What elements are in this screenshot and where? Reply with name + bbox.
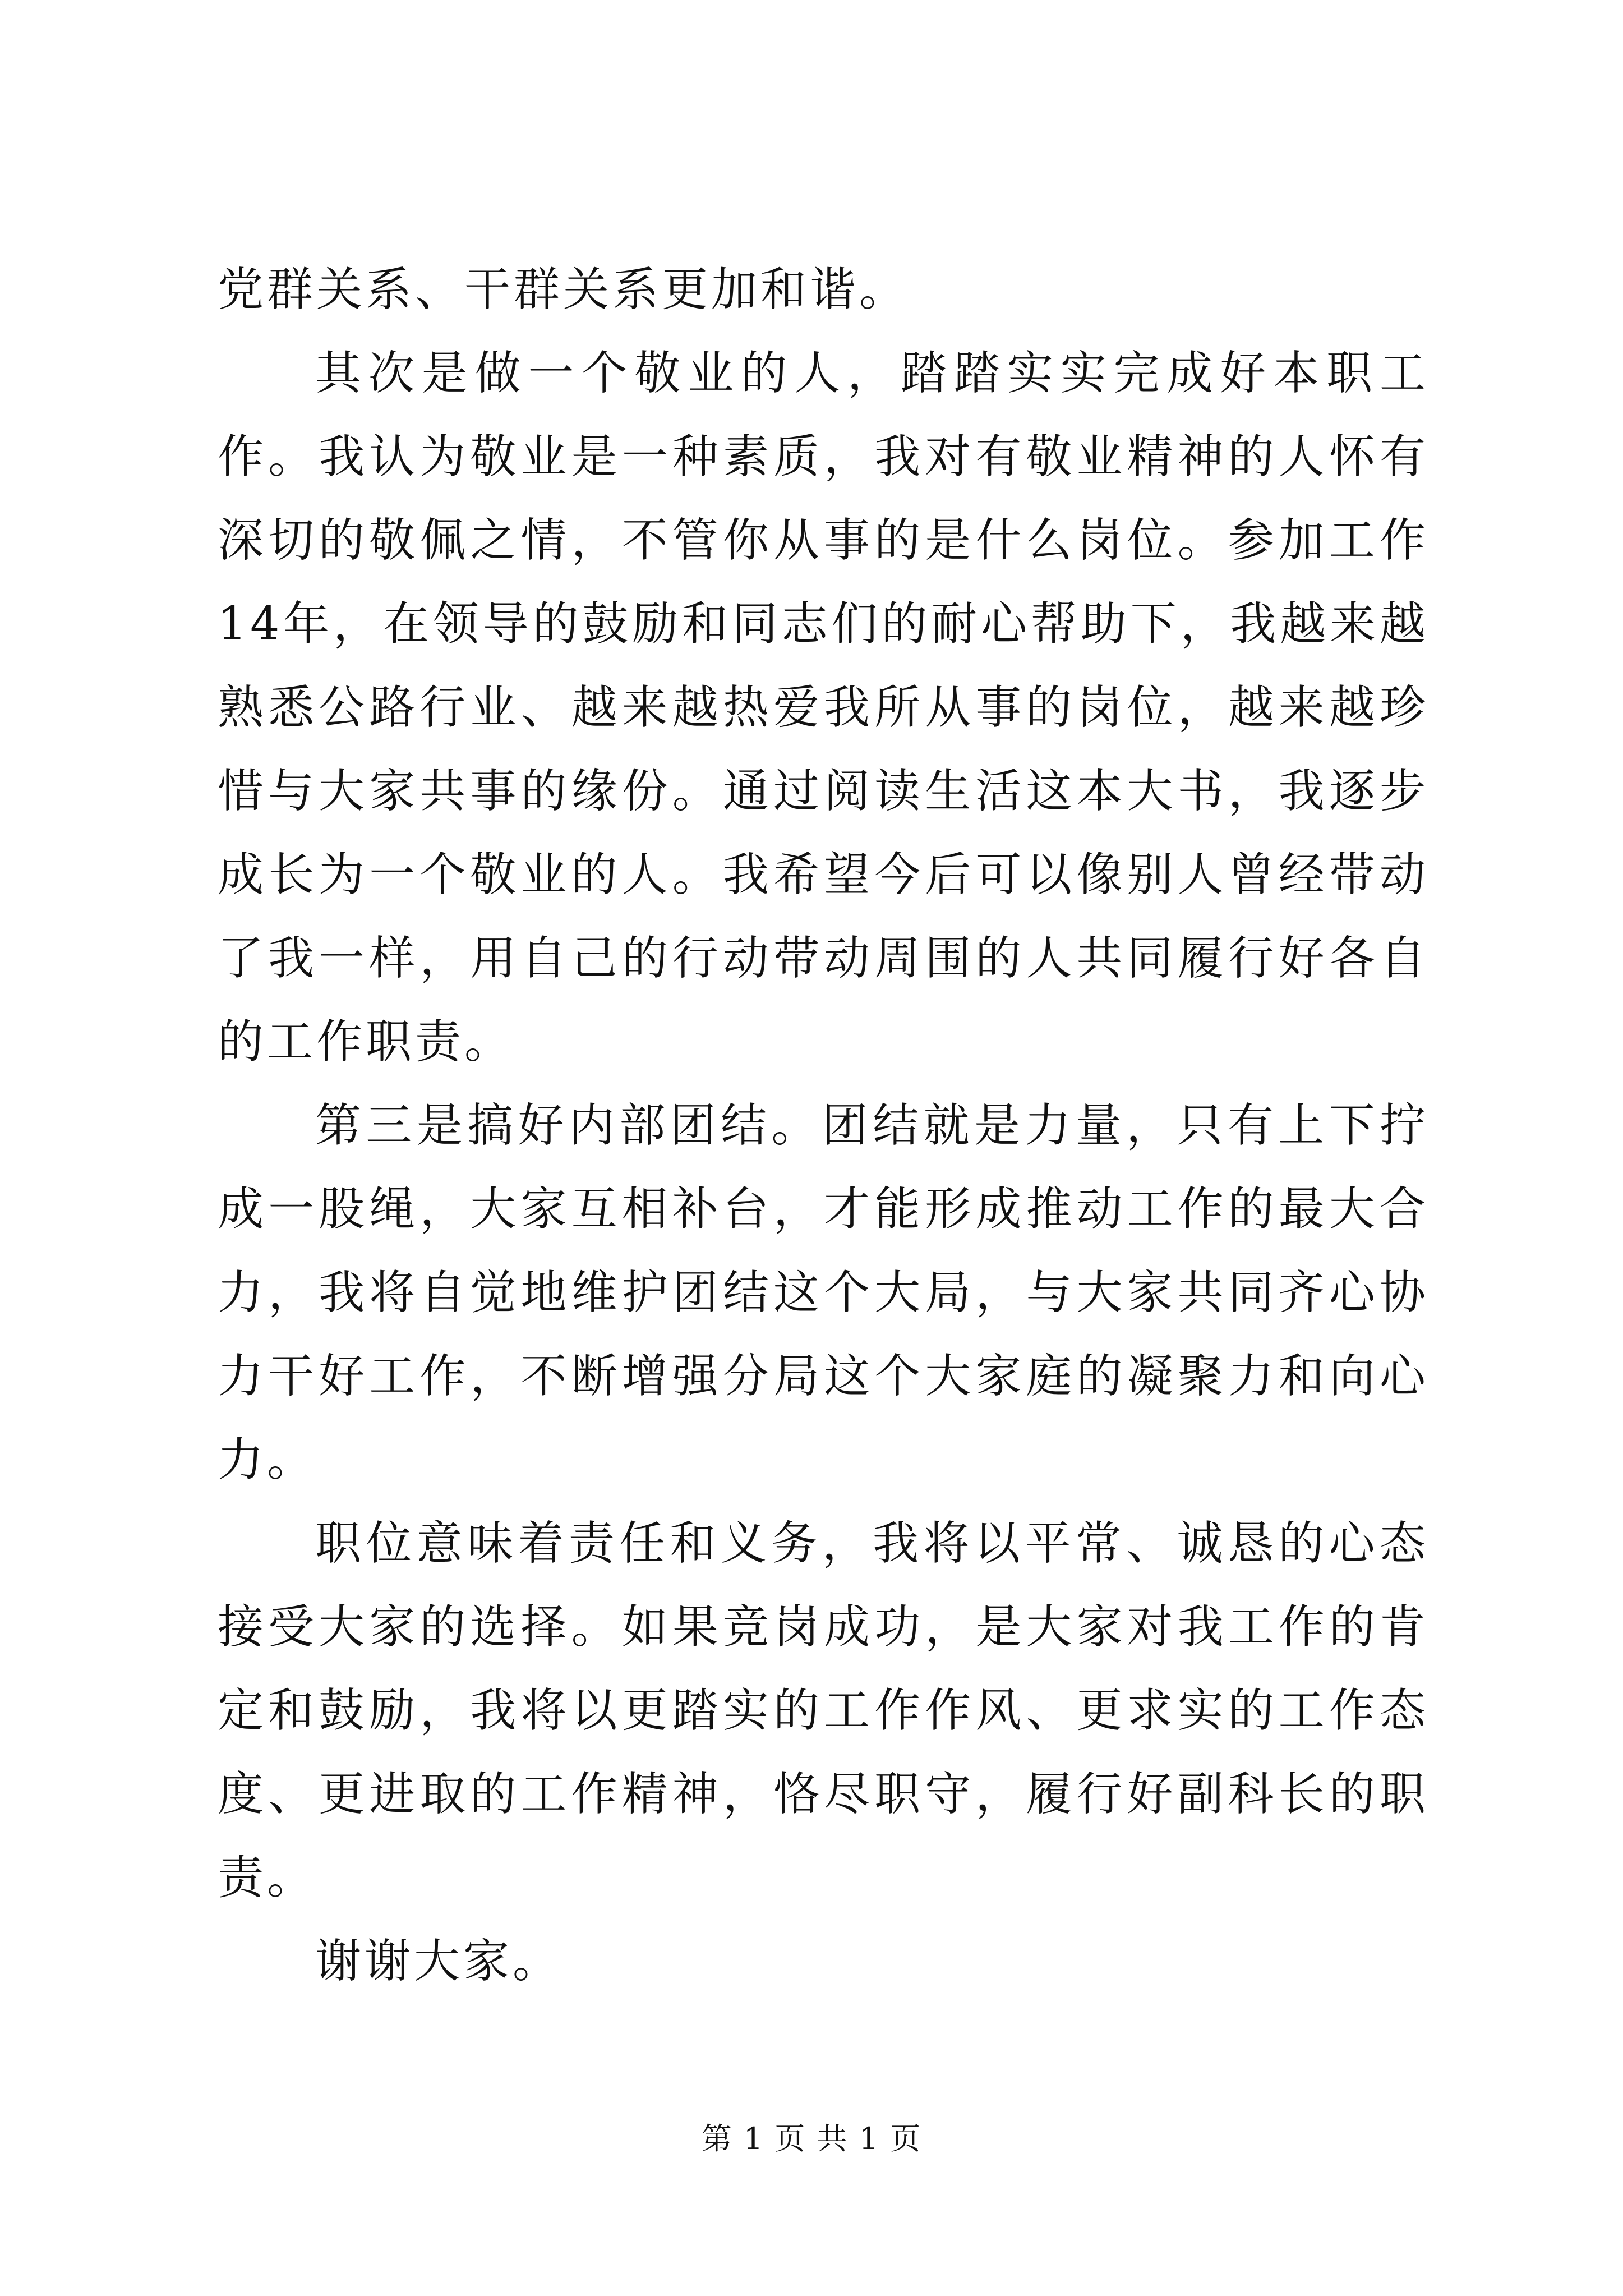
paragraph-unity: 第三是搞好内部团结。团结就是力量，只有上下拧成一股绳，大家互相补台，才能形成推动工作的最大合力，我将自觉地维护团结这个大局，与大家共同齐心协力干好工作，不断增强分局这个大家庭的凝聚力和向心力。: [218, 1099, 1429, 1487]
page-footer: 第 1 页 共 1 页: [701, 2121, 922, 2156]
paragraph-continuation: 党群关系、干群关系更加和谐。: [218, 263, 909, 316]
paragraph-responsibility: 职位意味着责任和义务，我将以平常、诚恳的心态接受大家的选择。如果竞岗成功，是大家对我工作的肯定和鼓励，我将以更踏实的工作作风、更求实的工作态度、更进取的工作精神，恪尽职守，履行好副科长的职责。: [218, 1517, 1429, 1904]
paragraph-thanks: 谢谢大家。: [315, 1935, 562, 1988]
paragraph-dedication: 其次是做一个敬业的人，踏踏实实完成好本职工作。我认为敬业是一种素质，我对有敬业精神的人怀有深切的敬佩之情，不管你从事的是什么岗位。参加工作14年，在领导的鼓励和同志们的耐心帮助下，我越来越熟悉公路行业、越来越热爱我所从事的岗位，越来越珍惜与大家共事的缘份。通过阅读生活这本大书，我逐步成长为一个敬业的人。我希望今后可以像别人曾经带动了我一样，用自己的行动带动周围的人共同履行好各自的工作职责。: [218, 347, 1429, 1069]
document-body: [218, 248, 1429, 2003]
